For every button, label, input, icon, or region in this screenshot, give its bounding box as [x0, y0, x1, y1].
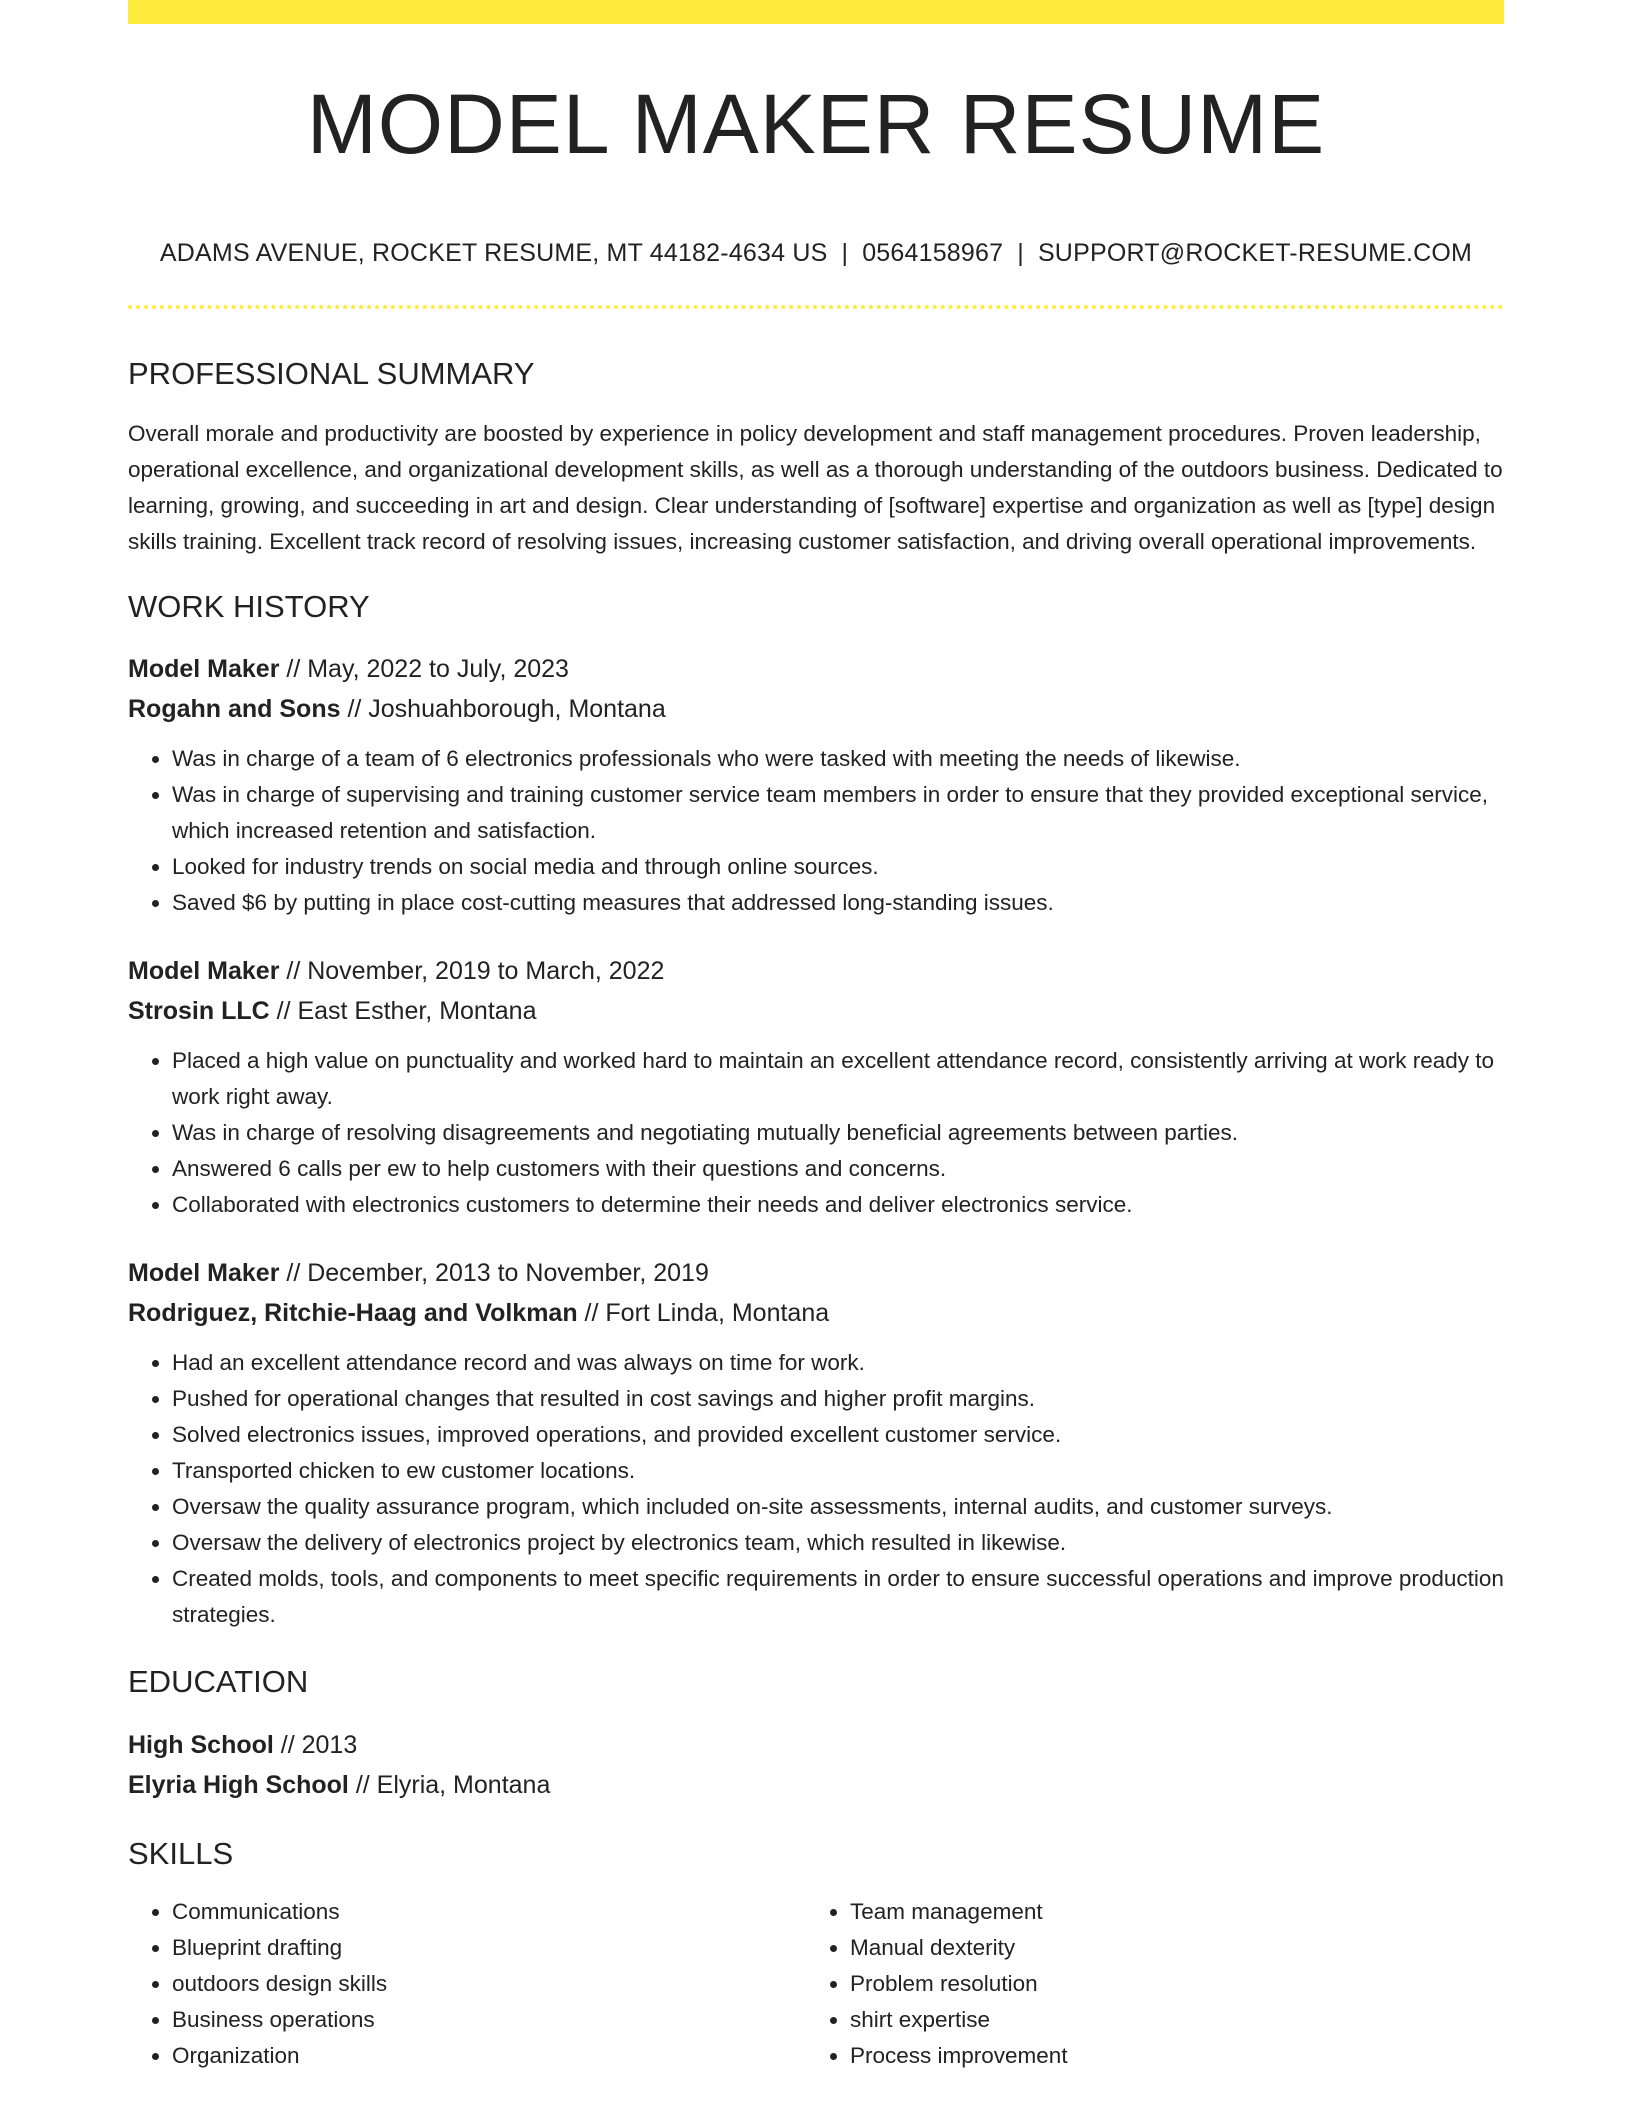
skills-list-left	[128, 1894, 806, 2074]
job-title-line	[128, 649, 1504, 689]
job-dates: // December, 2013 to November, 2019	[279, 1259, 709, 1288]
skill-item: • Blueprint drafting	[172, 1930, 806, 1966]
job-bullet: • Transported chicken to ew customer locations.	[172, 1453, 1504, 1489]
job-location: // East Esther, Montana	[269, 997, 537, 1026]
job-bullet: • Created molds, tools, and components to meet specific requirements in order to ensure successful operations and improve production strategies.	[172, 1561, 1504, 1633]
education-location: // Elyria, Montana	[348, 1770, 551, 1799]
job-company: Rogahn and Sons	[128, 695, 341, 724]
job-bullet: • Was in charge of supervising and training customer service team members in order to ensure that they provided exceptional service, which increased retention and satisfaction.	[172, 777, 1504, 849]
job-bullet: • Had an excellent attendance record and was always on time for work.	[172, 1345, 1504, 1381]
job-bullet: • Saved $6 by putting in place cost-cutting measures that addressed long-standing issues.	[172, 885, 1504, 921]
contact-separator: |	[1017, 239, 1024, 267]
job-entry	[128, 1253, 1504, 1633]
job-title-line	[128, 1253, 1504, 1293]
job-bullet: • Solved electronics issues, improved operations, and provided excellent customer service.	[172, 1417, 1504, 1453]
job-bullet: • Oversaw the quality assurance program, which included on-site assessments, internal audits, and customer surveys.	[172, 1489, 1504, 1525]
job-title-line	[128, 951, 1504, 991]
job-company-line	[128, 991, 1504, 1031]
summary-text: Overall morale and productivity are boosted by experience in policy development and staff management procedures. Proven leadership, operational excellence, and organizational development skills, as well as a thorough understanding of the outdoors business. Dedicated to learning, growing, and succeeding in art and design. Clear understanding of [software] expertise and organization as well as [type] design skills training. Excellent track record of resolving issues, increasing customer satisfaction, and driving overall operational improvements.	[128, 421, 1503, 555]
skill-item: • Problem resolution	[850, 1966, 1490, 2002]
skill-item: • shirt expertise	[850, 2002, 1490, 2038]
job-bullet: • Answered 6 calls per ew to help customers with their questions and concerns.	[172, 1151, 1504, 1187]
resume-title: MODEL MAKER RESUME	[306, 77, 1326, 171]
skill-item: • Manual dexterity	[850, 1930, 1490, 1966]
job-bullet: • Was in charge of resolving disagreements and negotiating mutually beneficial agreements between parties.	[172, 1115, 1504, 1151]
job-title: Model Maker	[128, 1259, 280, 1288]
education-degree: High School	[128, 1730, 274, 1759]
contact-email[interactable]: SUPPORT@ROCKET-RESUME.COM	[1037, 239, 1473, 267]
education-school-line	[128, 1765, 1504, 1805]
skills-list-right	[806, 1894, 1490, 2074]
job-location: // Joshuahborough, Montana	[340, 695, 666, 724]
education-school: Elyria High School	[128, 1770, 349, 1799]
contact-phone: 0564158967	[862, 239, 1004, 267]
job-company-line	[128, 689, 1504, 729]
education-heading: EDUCATION	[128, 1664, 309, 1700]
work-history-heading: WORK HISTORY	[128, 589, 370, 625]
job-bullets	[128, 1345, 1504, 1633]
top-accent-bar	[128, 0, 1504, 24]
dotted-divider	[128, 305, 1504, 309]
job-dates: // May, 2022 to July, 2023	[279, 655, 569, 684]
job-bullets	[128, 741, 1504, 921]
skills-heading: SKILLS	[128, 1835, 234, 1871]
contact-address: ADAMS AVENUE, ROCKET RESUME, MT 44182-4634 US	[159, 239, 828, 267]
job-company-line	[128, 1293, 1504, 1333]
job-title: Model Maker	[128, 655, 280, 684]
job-bullet: • Placed a high value on punctuality and worked hard to maintain an excellent attendance record, consistently arriving at work ready to work right away.	[172, 1043, 1504, 1115]
job-title: Model Maker	[128, 957, 280, 986]
skill-item: • Process improvement	[850, 2038, 1490, 2074]
job-location: // Fort Linda, Montana	[577, 1299, 830, 1328]
job-bullet: • Oversaw the delivery of electronics project by electronics team, which resulted in likewise.	[172, 1525, 1504, 1561]
contact-line	[128, 238, 1504, 268]
education-year: // 2013	[273, 1730, 358, 1759]
skill-item: • Business operations	[172, 2002, 806, 2038]
job-entry	[128, 951, 1504, 1223]
skill-item: • Organization	[172, 2038, 806, 2074]
education-entry	[128, 1725, 1504, 1805]
skills-columns	[128, 1894, 1504, 2074]
skill-item: • outdoors design skills	[172, 1966, 806, 2002]
skill-item: • Communications	[172, 1894, 806, 1930]
job-bullet: • Collaborated with electronics customers to determine their needs and deliver electronics service.	[172, 1187, 1504, 1223]
job-bullet: • Pushed for operational changes that resulted in cost savings and higher profit margins.	[172, 1381, 1504, 1417]
job-dates: // November, 2019 to March, 2022	[279, 957, 665, 986]
education-degree-line	[128, 1725, 1504, 1765]
job-bullet: • Looked for industry trends on social media and through online sources.	[172, 849, 1504, 885]
job-bullets	[128, 1043, 1504, 1223]
job-company: Strosin LLC	[128, 997, 270, 1026]
job-entry	[128, 649, 1504, 921]
job-bullet: • Was in charge of a team of 6 electronics professionals who were tasked with meeting the needs of likewise.	[172, 741, 1504, 777]
contact-separator: |	[841, 239, 849, 267]
summary-heading: PROFESSIONAL SUMMARY	[128, 356, 535, 391]
resume-page	[128, 0, 1504, 2074]
skill-item: • Team management	[850, 1894, 1490, 1930]
job-company: Rodriguez, Ritchie-Haag and Volkman	[128, 1299, 578, 1328]
